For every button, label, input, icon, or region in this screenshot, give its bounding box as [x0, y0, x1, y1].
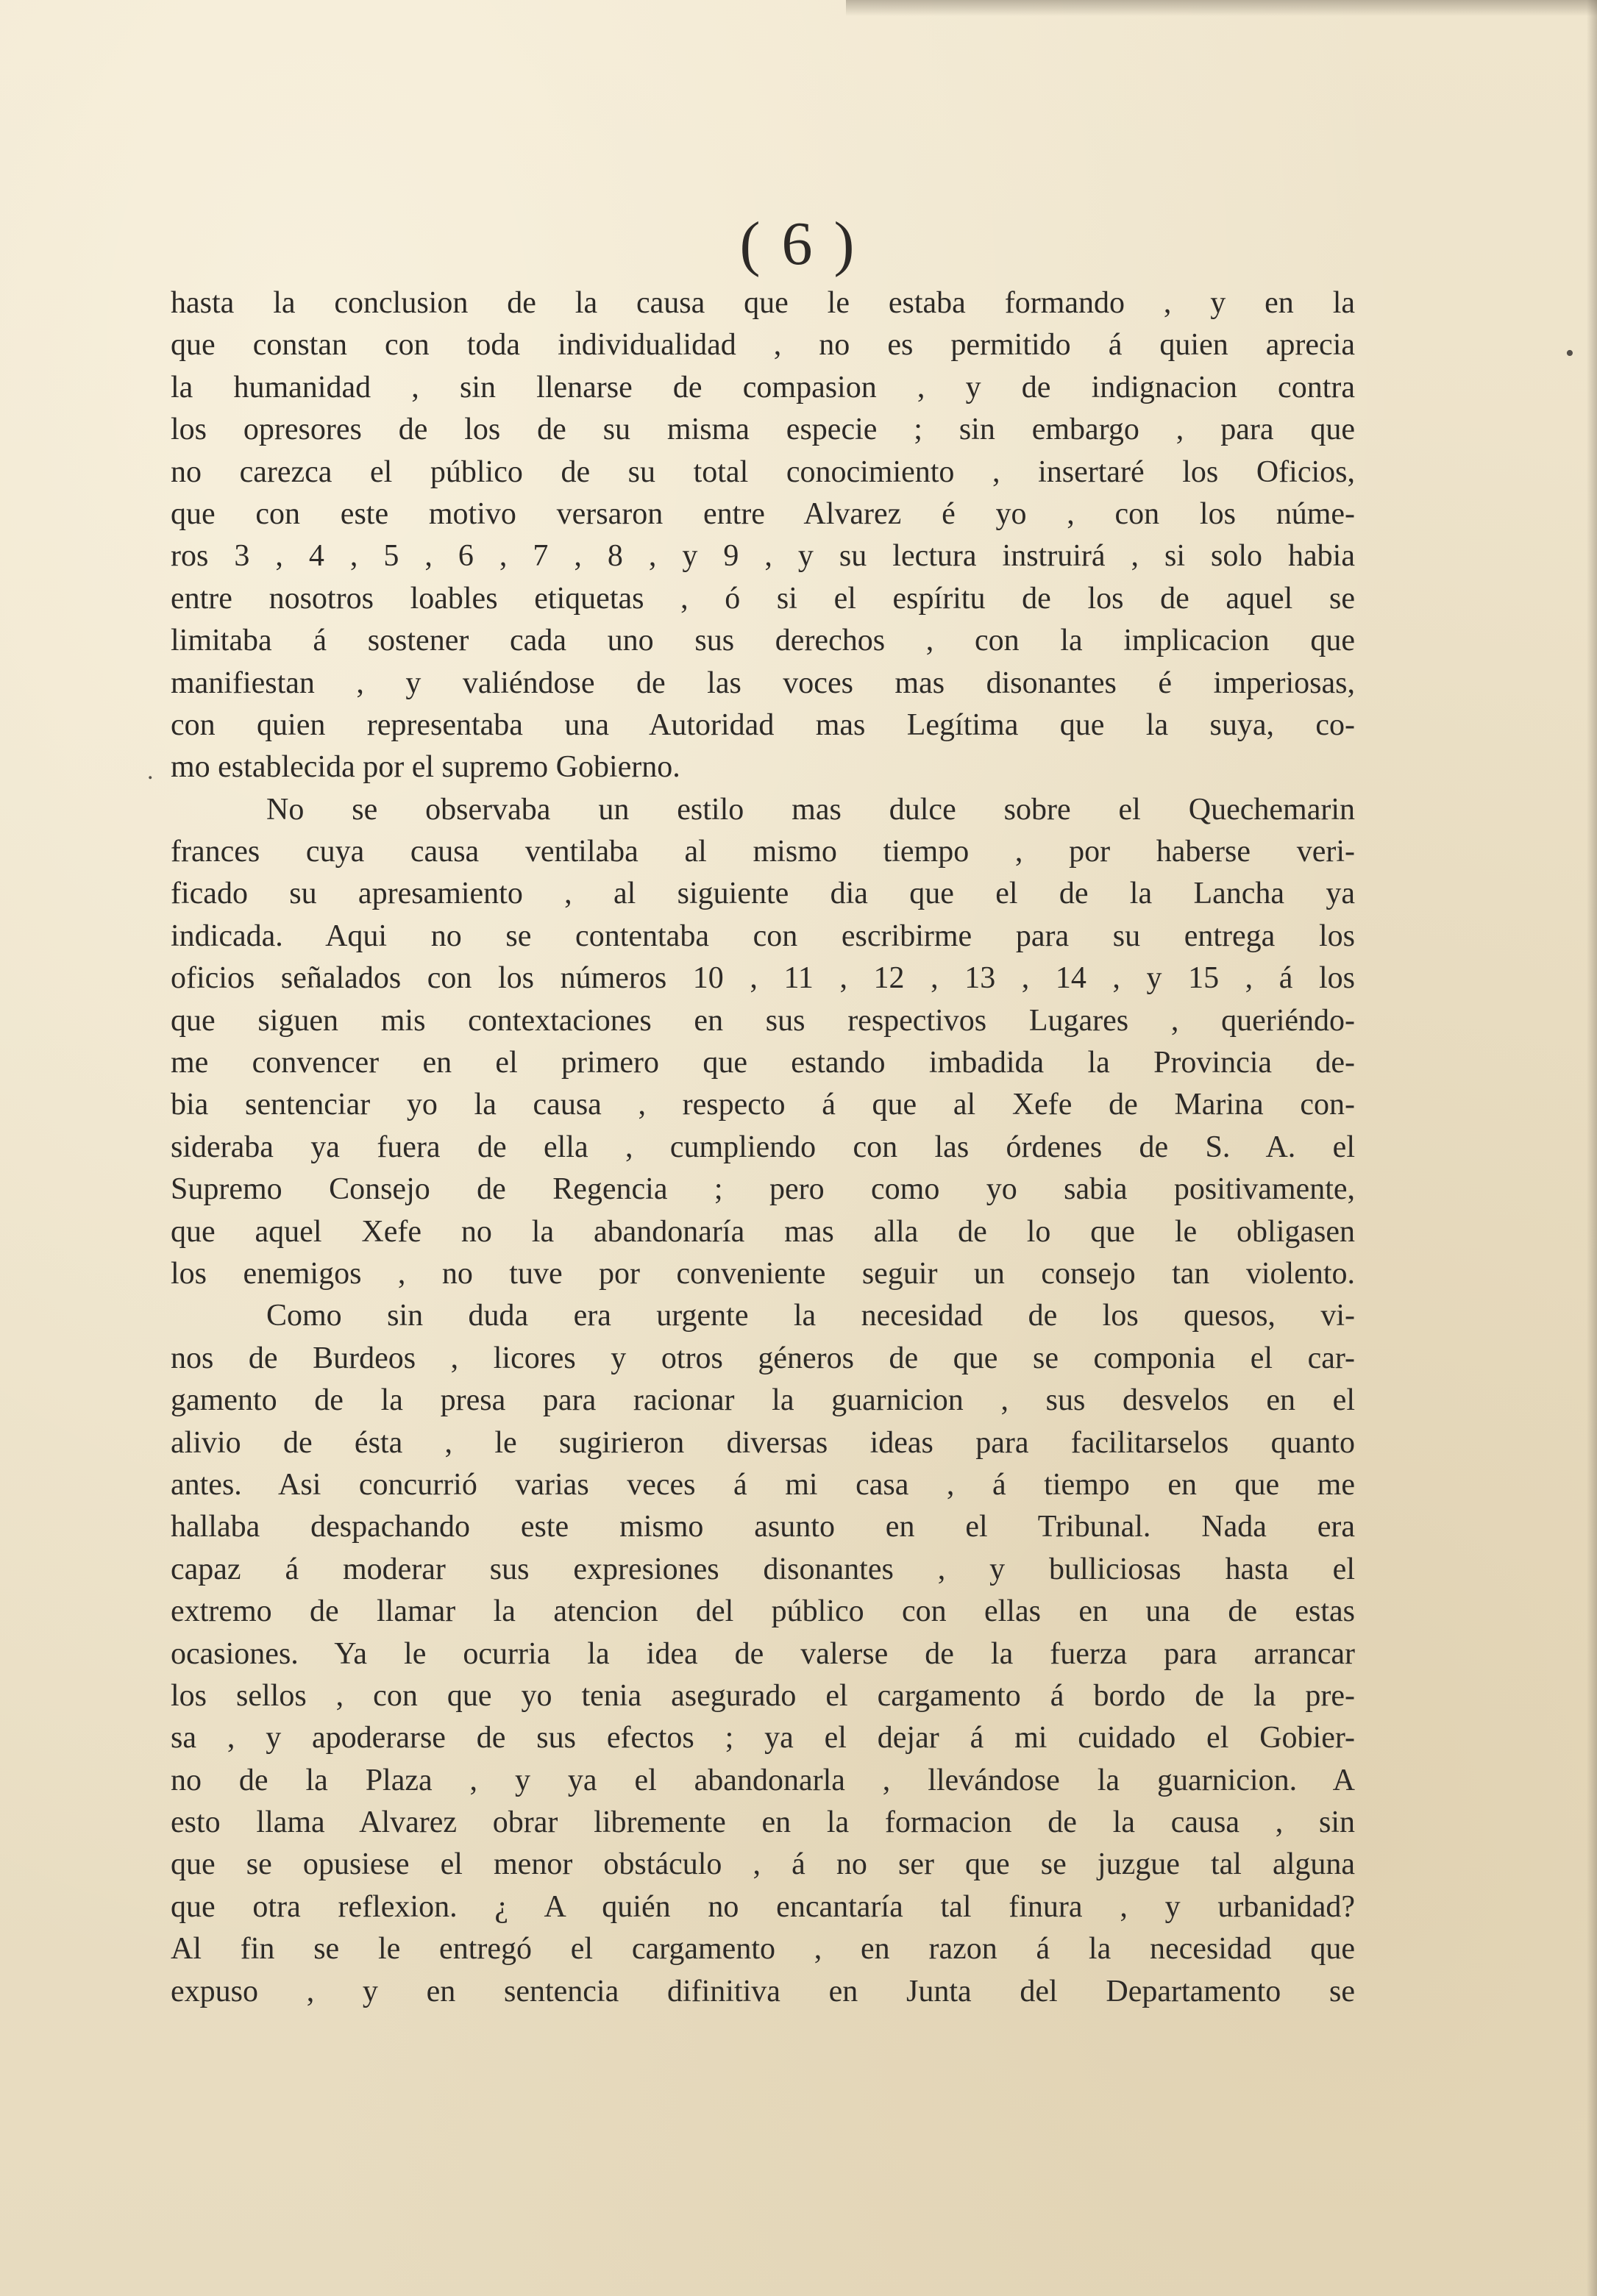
text-line: extremo de llamar la atencion del público con ellas en una de estas: [171, 1594, 1355, 1629]
text-line: capaz á moderar sus expresiones disonantes , y bulliciosas hasta el: [171, 1552, 1355, 1586]
margin-mark-left: .: [147, 757, 154, 785]
text-line: me convencer en el primero que estando imbadida la Provincia de-: [171, 1046, 1355, 1080]
text-line: Supremo Consejo de Regencia ; pero como yo sabia positivamente,: [171, 1172, 1355, 1207]
text-line: antes. Asi concurrió varias veces á mi casa , á tiempo en que me: [171, 1467, 1355, 1502]
text-line: expuso , y en sentencia difinitiva en Junta del Departamento se: [171, 1974, 1355, 2008]
page-number: ( 6 ): [739, 210, 858, 278]
text-line: la humanidad , sin llenarse de compasion , y de indignacion contra: [171, 370, 1355, 404]
text-line: oficios señalados con los números 10 , 11 , 12 , 13 , 14 , y 15 , á los: [171, 961, 1355, 996]
text-line: manifiestan , y valiéndose de las voces mas disonantes é imperiosas,: [171, 666, 1355, 700]
text-line: los opresores de los de su misma especie ; sin embargo , para que: [171, 413, 1355, 447]
text-line: con quien representaba una Autoridad mas Legítima que la suya, co-: [171, 707, 1355, 742]
text-line: no carezca el público de su total conocimiento , insertaré los Oficios,: [171, 454, 1355, 489]
text-line: Al fin se le entregó el cargamento , en razon á la necesidad que: [171, 1932, 1355, 1967]
text-line: nos de Burdeos , licores y otros géneros de que se componia el car-: [171, 1341, 1355, 1375]
text-line: sa , y apoderarse de sus efectos ; ya el dejar á mi cuidado el Gobier-: [171, 1721, 1355, 1755]
text-line: mo establecida por el supremo Gobierno.: [171, 750, 680, 785]
text-line: gamento de la presa para racionar la guarnicion , sus desvelos en el: [171, 1383, 1355, 1418]
text-line: hasta la conclusion de la causa que le estaba formando , y en la: [171, 286, 1355, 320]
text-line: ficado su apresamiento , al siguiente dia que el de la Lancha ya: [171, 877, 1355, 911]
text-line: los sellos , con que yo tenia asegurado el cargamento á bordo de la pre-: [171, 1678, 1355, 1713]
text-line: que constan con toda individualidad , no es permitido á quien aprecia: [171, 328, 1355, 363]
body-text: [171, 282, 1355, 2013]
text-line: que aquel Xefe no la abandonaría mas alla de lo que le obligasen: [171, 1214, 1355, 1249]
text-line: no de la Plaza , y ya el abandonarla , llevándose la guarnicion. A: [171, 1763, 1355, 1797]
text-line: ocasiones. Ya le ocurria la idea de valerse de la fuerza para arrancar: [171, 1636, 1355, 1671]
text-line: que otra reflexion. ¿ A quién no encantaría tal finura , y urbanidad?: [171, 1889, 1355, 1924]
text-line: ros 3 , 4 , 5 , 6 , 7 , 8 , y 9 , y su lectura instruirá , si solo habia: [171, 539, 1355, 574]
text-line: indicada. Aqui no se contentaba con escribirme para su entrega los: [171, 919, 1355, 953]
paragraph-start-line: Como sin duda era urgente la necesidad de los quesos, vi-: [266, 1299, 1355, 1333]
margin-mark-right: •: [1565, 340, 1574, 367]
text-line: los enemigos , no tuve por conveniente seguir un consejo tan violento.: [171, 1256, 1355, 1291]
text-line: esto llama Alvarez obrar libremente en la formacion de la causa , sin: [171, 1805, 1355, 1840]
text-line: que se opusiese el menor obstáculo , á no ser que se juzgue tal alguna: [171, 1847, 1355, 1882]
top-edge-shadow: [846, 0, 1597, 16]
text-line: que siguen mis contextaciones en sus respectivos Lugares , queriéndo-: [171, 1003, 1355, 1038]
text-line: sideraba ya fuera de ella , cumpliendo con las órdenes de S. A. el: [171, 1130, 1355, 1164]
text-line: entre nosotros loables etiquetas , ó si el espíritu de los de aquel se: [171, 581, 1355, 616]
text-line: bia sentenciar yo la causa , respecto á que al Xefe de Marina con-: [171, 1088, 1355, 1122]
paragraph-start-line: No se observaba un estilo mas dulce sobre el Quechemarin: [266, 792, 1355, 827]
text-line: que con este motivo versaron entre Alvarez é yo , con los núme-: [171, 496, 1355, 531]
text-line: limitaba á sostener cada uno sus derechos , con la implicacion que: [171, 624, 1355, 658]
right-edge-shadow: [1587, 0, 1597, 2296]
text-line: alivio de ésta , le sugirieron diversas ideas para facilitarselos quanto: [171, 1425, 1355, 1460]
text-line: hallaba despachando este mismo asunto en el Tribunal. Nada era: [171, 1510, 1355, 1544]
text-line: frances cuya causa ventilaba al mismo tiempo , por haberse veri-: [171, 835, 1355, 869]
